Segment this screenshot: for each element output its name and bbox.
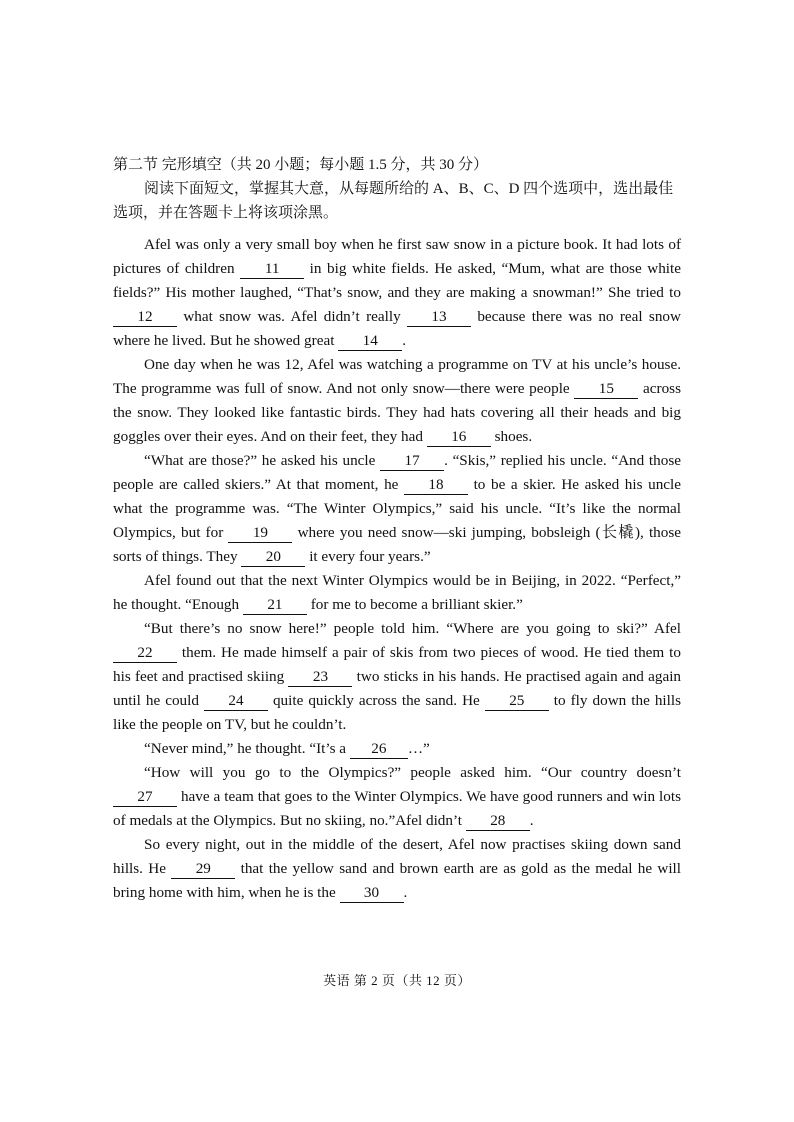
blank-27: 27 xyxy=(113,788,177,807)
blank-25: 25 xyxy=(485,692,549,711)
blank-28: 28 xyxy=(466,812,530,831)
section-instructions: 阅读下面短文，掌握其大意，从每题所给的 A、B、C、D 四个选项中，选出最佳选项，并在答题卡上将该项涂黑。 xyxy=(113,181,674,221)
blank-12: 12 xyxy=(113,308,177,327)
blank-14: 14 xyxy=(338,332,402,351)
passage-paragraph-5: “But there’s no snow here!” people told him. “Where are you going to ski?” Afel 22 them. He made himself a pair of skis from two pieces of wood. He tied them to his feet and practised skiing 23 two sticks in his hands. He practised again and again until he could 24 quite quickly across the sand. He 25 to fly down the hills like the people on TV, but he couldn’t. xyxy=(113,620,682,733)
blank-16: 16 xyxy=(427,428,491,447)
page-footer: 英语 第 2 页（共 12 页） xyxy=(323,973,471,988)
exam-page xyxy=(113,153,681,905)
section-title: 第二节 完形填空（共 20 小题；每小题 1.5 分，共 30 分） xyxy=(113,157,489,173)
passage-paragraph-8: So every night, out in the middle of the desert, Afel now practises skiing down sand hills. He 29 that the yellow sand and brown earth are as gold as the medal he will bring home with him, when he is the 30 . xyxy=(113,836,682,901)
blank-17: 17 xyxy=(380,452,444,471)
blank-15: 15 xyxy=(574,380,638,399)
blank-19: 19 xyxy=(228,524,292,543)
blank-24: 24 xyxy=(204,692,268,711)
blank-13: 13 xyxy=(407,308,471,327)
blank-30: 30 xyxy=(340,884,404,903)
blank-18: 18 xyxy=(404,476,468,495)
blank-21: 21 xyxy=(243,596,307,615)
passage-paragraph-7: “How will you go to the Olympics?” people asked him. “Our country doesn’t 27 have a team that goes to the Winter Olympics. We have good runners and win lots of medals at the Olympics. But no skiing, no.”Afel didn’t 28 . xyxy=(113,764,681,829)
passage-paragraph-2: One day when he was 12, Afel was watching a programme on TV at his uncle’s house. The programme was full of snow. And not only snow—there were people 15 across the snow. They looked like fantastic birds. They had hats covering all their heads and big goggles over their eyes. And on their feet, they had 16 shoes. xyxy=(113,356,681,445)
blank-29: 29 xyxy=(171,860,235,879)
passage-paragraph-6: “Never mind,” he thought. “It’s a 26 …” xyxy=(144,740,430,757)
blank-20: 20 xyxy=(241,548,305,567)
blank-26: 26 xyxy=(350,740,408,759)
blank-23: 23 xyxy=(288,668,352,687)
blank-11: 11 xyxy=(240,260,304,279)
passage-paragraph-3: “What are those?” he asked his uncle 17 . “Skis,” replied his uncle. “And those people are called skiers.” At that moment, he 18 to be a skier. He asked his uncle what the programme was. “The Winter Olympics,” said his uncle. “It’s like the normal Olympics, but for 19 where you need snow—ski jumping, bobsleigh (长橇), those sorts of things. They 20 it every four years.” xyxy=(113,452,681,565)
blank-22: 22 xyxy=(113,644,177,663)
passage-paragraph-1: Afel was only a very small boy when he first saw snow in a picture book. It had lots of pictures of children 11 in big white fields. He asked, “Mum, what are those white fields?” His mother laughed, “That’s snow, and they are making a snowman!” She tried to 12 what snow was. Afel didn’t really 13 because there was no real snow where he lived. But he showed great 14 . xyxy=(113,236,681,349)
passage-paragraph-4: Afel found out that the next Winter Olympics would be in Beijing, in 2022. “Perfect,” he thought. “Enough 21 for me to become a brilliant skier.” xyxy=(113,572,681,613)
